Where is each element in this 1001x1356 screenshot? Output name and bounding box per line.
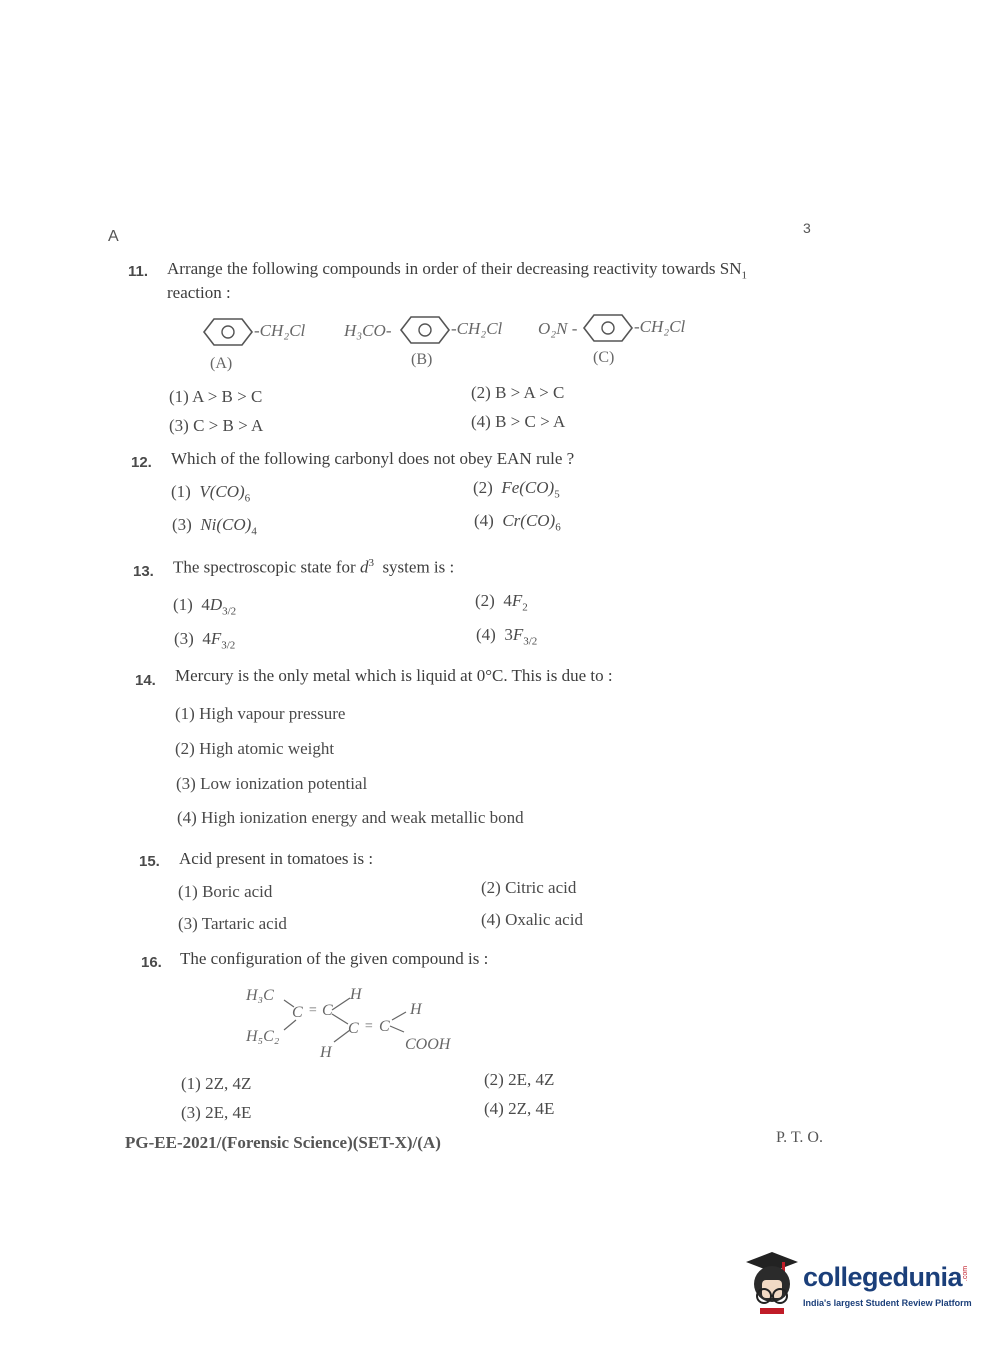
brand-logo-com: .com [962,1265,970,1282]
compound-a-label: (A) [210,355,233,372]
compound-b-prefix: H₃CO- [344,321,392,340]
struct-h-bottom: H [320,1044,332,1061]
question-number-16: 16. [141,954,162,971]
q11-option-3: (3) C > B > A [169,416,264,435]
brand-tagline: India's largest Student Review Platform [803,1298,972,1308]
page-number: 3 [803,220,811,236]
q12-option-1: (1) $V(CO)_6$ [171,482,251,505]
q13-option-1: (1) $4D_{3/2}$ [173,595,237,618]
question-number-15: 15. [139,853,160,870]
q15-option-3: (3) Tartaric acid [178,914,287,933]
q14-option-1: (1) High vapour pressure [175,704,346,723]
question-number-14: 14. [135,672,156,689]
struct-c2: C [322,1002,333,1019]
q11-option-4: (4) B > C > A [471,412,566,431]
collegedunia-mascot-icon [742,1250,802,1316]
struct-h-right: H [410,1001,422,1018]
compound-b-substituent: -CH₂Cl [451,319,503,338]
q11-option-1: (1) A > B > C [169,387,263,406]
q13-option-4: (4) $3F_{3/2}$ [476,625,538,648]
benzene-ring-b [397,314,453,346]
q15-option-4: (4) Oxalic acid [481,910,583,929]
struct-cooh: COOH [405,1036,451,1053]
question-number-12: 12. [131,454,152,471]
q13-option-2: (2) $4F_2$ [475,591,528,614]
question-11-text-line1: Arrange the following compounds in order of their decreasing reactivity towards $SN_1$ [167,259,748,282]
question-12-text: Which of the following carbonyl does not obey EAN rule ? [171,449,575,468]
struct-eq1: = [308,1003,318,1018]
q12-option-3: (3) $Ni(CO)_4$ [172,515,257,538]
paper-code: PG-EE-2021/(Forensic Science)(SET-X)/(A) [125,1133,441,1152]
question-14-text: Mercury is the only metal which is liquid at 0°C. This is due to : [175,666,613,685]
compound-b-label: (B) [411,351,433,368]
question-number-11: 11. [128,263,149,280]
question-16-text: The configuration of the given compound is : [180,949,489,968]
question-11-text-line2: reaction : [167,283,231,302]
compound-c-prefix: O₂N - [538,319,578,338]
pto-label: P. T. O. [776,1129,823,1146]
q11-option-2: (2) B > A > C [471,383,565,402]
q14-option-3: (3) Low ionization potential [176,774,368,793]
struct-c1: C [292,1004,303,1021]
compound-a-substituent: -CH₂Cl [254,321,306,340]
struct-c3: C [348,1020,359,1037]
q12-option-2: (2) $Fe(CO)_5$ [473,478,560,501]
brand-logo-text: collegedunia [803,1262,963,1292]
struct-h3c: H₃C [246,987,274,1004]
q15-option-1: (1) Boric acid [178,882,273,901]
compound-c-label: (C) [593,349,615,366]
q16-option-3: (3) 2E, 4E [181,1103,252,1122]
struct-c4: C [379,1018,390,1035]
q15-option-2: (2) Citric acid [481,878,577,897]
q16-option-2: (2) 2E, 4Z [484,1070,555,1089]
compound-c-substituent: -CH₂Cl [634,317,686,336]
benzene-ring-a [200,316,256,348]
struct-h-top: H [350,986,362,1003]
benzene-ring-c [580,312,636,344]
q16-option-1: (1) 2Z, 4Z [181,1074,252,1093]
question-number-13: 13. [133,563,154,580]
q14-option-4: (4) High ionization energy and weak metallic bond [177,808,524,827]
q12-option-4: (4) $Cr(CO)_6$ [474,511,561,534]
struct-h5c2: H₅C₂ [246,1028,280,1045]
q16-option-4: (4) 2Z, 4E [484,1099,555,1118]
question-15-text: Acid present in tomatoes is : [179,849,374,868]
q14-option-2: (2) High atomic weight [175,739,335,758]
struct-bonds [270,990,410,1056]
q13-option-3: (3) $4F_{3/2}$ [174,629,236,652]
struct-eq2: = [364,1019,374,1034]
set-mark: A [108,228,119,245]
question-13-text: The spectroscopic state for $d^3$ system is : [173,557,455,577]
